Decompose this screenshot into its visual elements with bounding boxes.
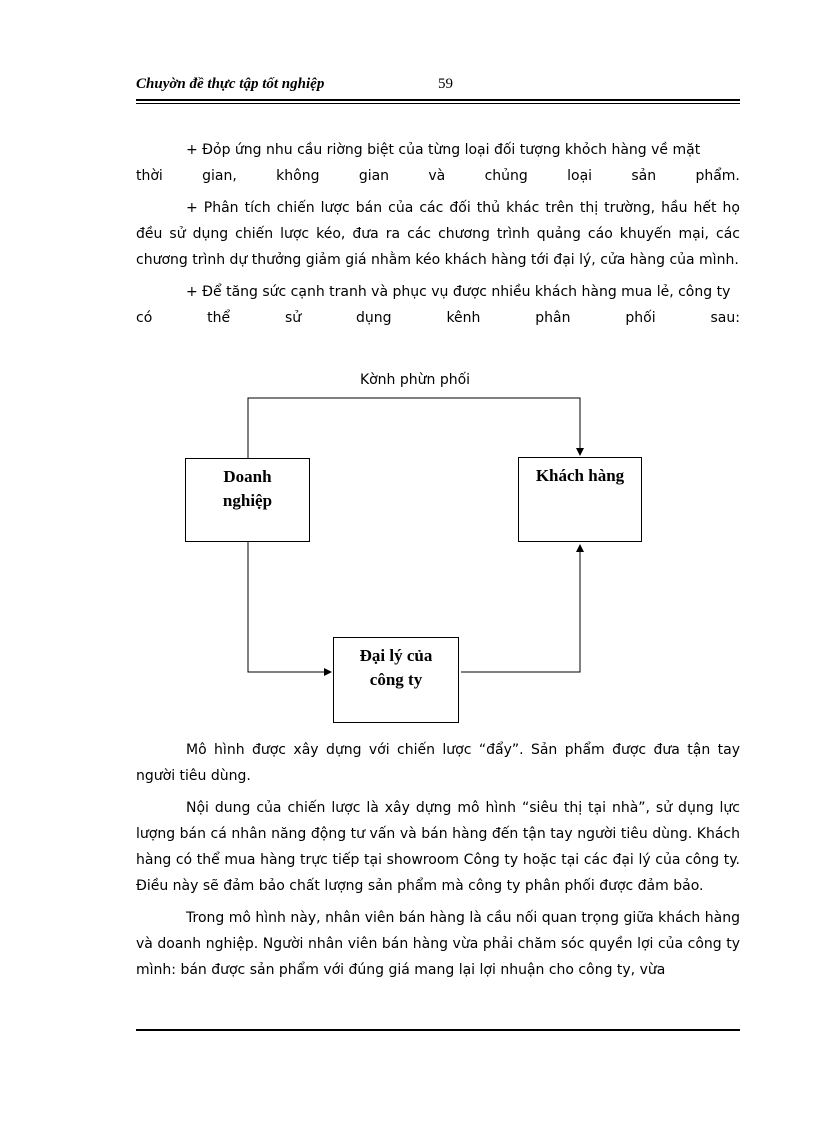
word: kênh <box>446 310 481 326</box>
enterprise-box: Doanh nghiệp <box>185 458 310 542</box>
diagram-title: Kờnh phừn phối <box>359 372 471 388</box>
footer-rule <box>136 1029 740 1031</box>
page-number: 59 <box>438 76 453 92</box>
word: sản <box>631 168 657 184</box>
word: sử <box>285 310 302 326</box>
word: chủng <box>484 168 528 184</box>
direct-channel-arrow <box>248 398 580 458</box>
header-rule <box>136 99 740 101</box>
word: thể <box>207 310 231 326</box>
paragraph-1-line-2 <box>136 163 740 189</box>
word: phẩm. <box>695 168 740 184</box>
paragraph-3-line-1: + Để tăng sức cạnh tranh và phục vụ được nhiều khách hàng mua lẻ, công ty <box>186 284 731 300</box>
paragraph-4: Mô hình được xây dựng với chiến lược “đẩy”. Sản phẩm được đưa tận tay người tiêu dùng. <box>136 742 740 784</box>
paragraph-3-line-2 <box>136 305 740 331</box>
word: và <box>428 168 446 184</box>
agent-to-customer-arrow <box>461 545 580 672</box>
page-header <box>136 76 740 98</box>
paragraph-6: Trong mô hình này, nhân viên bán hàng là cầu nối quan trọng giữa khách hàng và doanh nghiệp. Người nhân viên bán hàng vừa phải chăm sóc quyền lợi của công ty mình: bán được sản phẩm với đúng giá mang lại lợi nhuận cho công ty, vừa <box>136 910 740 978</box>
word: loại <box>567 168 593 184</box>
word: phối <box>625 310 656 326</box>
paragraph-1-line-1: + Đỏp ứng nhu cầu riờng biệt của từng loại đối tượng khỏch hàng về mặt <box>186 142 701 158</box>
enterprise-to-agent-arrow <box>248 542 331 672</box>
document-title: Chuyờn đề thực tập tốt nghiệp <box>136 76 325 92</box>
header-rule-thin <box>136 103 740 104</box>
word: dụng <box>356 310 392 326</box>
paragraph-5: Nội dung của chiến lược là xây dựng mô hình “siêu thị tại nhà”, sử dụng lực lượng bán cá nhân năng động tư vấn và bán hàng đến tận tay người tiêu dùng. Khách hàng có thể mua hàng trực tiếp tại showroom Công ty hoặc tại các đại lý của công ty. Điều này sẽ đảm bảo chất lượng sản phẩm mà công ty phân phối được đảm bảo. <box>136 800 740 894</box>
word: phân <box>535 310 571 326</box>
word: có <box>136 310 153 326</box>
paragraph-2: + Phân tích chiến lược bán của các đối thủ khác trên thị trường, hầu hết họ đều sử dụng chiến lược kéo, đưa ra các chương trình quảng cáo khuyến mại, các chương trình dự thưởng giảm giá nhằm kéo khách hàng tới đại lý, cửa hàng của mình. <box>136 200 740 268</box>
body-text-bottom <box>136 737 740 989</box>
customer-box: Khách hàng <box>518 457 642 542</box>
word: không <box>276 168 320 184</box>
word: gian, <box>202 168 237 184</box>
body-text-top <box>136 137 740 331</box>
word: gian <box>358 168 390 184</box>
word: thời <box>136 168 163 184</box>
agent-box: Đại lý của công ty <box>333 637 459 723</box>
word: sau: <box>710 310 740 326</box>
